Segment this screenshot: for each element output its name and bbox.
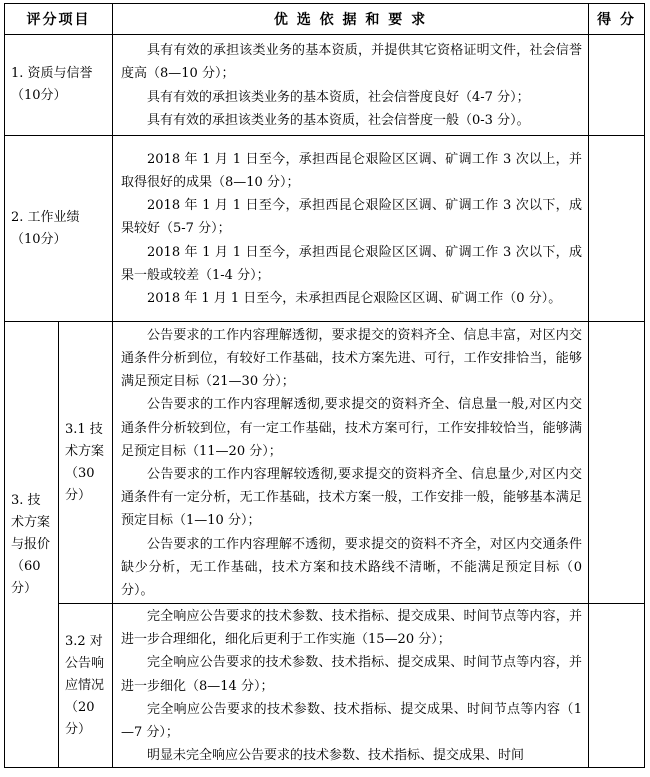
criterion: 具有有效的承担该类业务的基本资质，并提供其它资格证明文件，社会信誉度高（8—10 分）； — [121, 43, 582, 82]
criterion: 完全响应公告要求的技术参数、技术指标、提交成果、时间节点等内容（1—7 分）； — [121, 701, 582, 741]
table-row-response — [5, 604, 645, 768]
criterion: 具有有效的承担该类业务的基本资质，社会信誉度良好（4-7 分）； — [147, 89, 530, 105]
score-cell[interactable] — [589, 136, 645, 322]
criterion: 具有有效的承担该类业务的基本资质，社会信誉度一般（0-3 分）。 — [147, 112, 530, 128]
criterion: 公告要求的工作内容理解透彻,要求提交的资料齐全、信息量一般,对区内交通条件分析较到位，有一定工作基础，技术方案可行，工作安排较恰当，能够满足预定目标（11—20 分）； — [121, 397, 582, 459]
section2-criteria — [113, 136, 589, 322]
criterion: 公告要求的工作内容理解透彻，要求提交的资料齐全、信息丰富，对区内交通条件分析到位，有较好工作基础，技术方案先进、可行，工作安排恰当，能够满足预定目标（21—30 分）； — [121, 327, 582, 390]
sub1-title: 3.1 技术方案（30分） — [59, 322, 113, 604]
table-row-tech-plan — [5, 322, 645, 604]
header-item: 评分项目 — [5, 4, 113, 35]
section2-title: 2. 工作业绩（10分） — [5, 136, 113, 322]
section1-criteria — [113, 35, 589, 136]
criterion: 2018 年 1 月 1 日至今，承担西昆仑艰险区区调、矿调工作 3 次以下，成果一般或较差（1-4 分）； — [121, 244, 582, 283]
criterion: 2018 年 1 月 1 日至今，承担西昆仑艰险区区调、矿调工作 3 次以下，成果较好（5-7 分）； — [121, 198, 582, 237]
table-row-performance — [5, 136, 645, 322]
header-score: 得 分 — [589, 4, 645, 35]
score-cell[interactable] — [589, 35, 645, 136]
score-cell[interactable] — [589, 322, 645, 604]
score-cell[interactable] — [589, 604, 645, 768]
header-row — [5, 4, 645, 35]
section3-title: 3. 技术方案与报价（60分） — [5, 322, 59, 768]
criterion: 明显未完全响应公告要求的技术参数、技术指标、提交成果、时间 — [147, 748, 525, 764]
sub1-criteria — [113, 322, 589, 604]
section1-title: 1. 资质与信誉（10分） — [5, 35, 113, 136]
criterion: 完全响应公告要求的技术参数、技术指标、提交成果、时间节点等内容，并进一步细化（8—14 分）； — [121, 655, 582, 694]
header-basis: 优 选 依 据 和 要 求 — [113, 4, 589, 35]
criterion: 公告要求的工作内容理解不透彻，要求提交的资料不齐全，对区内交通条件缺少分析，无工作基础，技术方案和技术路线不清晰，不能满足预定目标（0 分）。 — [121, 536, 582, 599]
criterion: 2018 年 1 月 1 日至今，承担西昆仑艰险区区调、矿调工作 3 次以上，并取得很好的成果（8—10 分）； — [121, 151, 582, 190]
sub2-title: 3.2 对公告响应情况（20分） — [59, 604, 113, 768]
sub2-criteria — [113, 604, 589, 768]
criterion: 公告要求的工作内容理解较透彻,要求提交的资料齐全、信息量少,对区内交通条件有一定分析，无工作基础，技术方案一般，工作安排一般，能够基本满足预定目标（1—10 分）； — [121, 467, 582, 529]
scoring-table — [4, 3, 645, 768]
table-row-qualification — [5, 35, 645, 136]
criterion: 2018 年 1 月 1 日至今，未承担西昆仑艰险区区调、矿调工作（0 分）。 — [147, 291, 562, 306]
criterion: 完全响应公告要求的技术参数、技术指标、提交成果、时间节点等内容，并进一步合理细化，细化后更利于工作实施（15—20 分）； — [121, 609, 582, 648]
